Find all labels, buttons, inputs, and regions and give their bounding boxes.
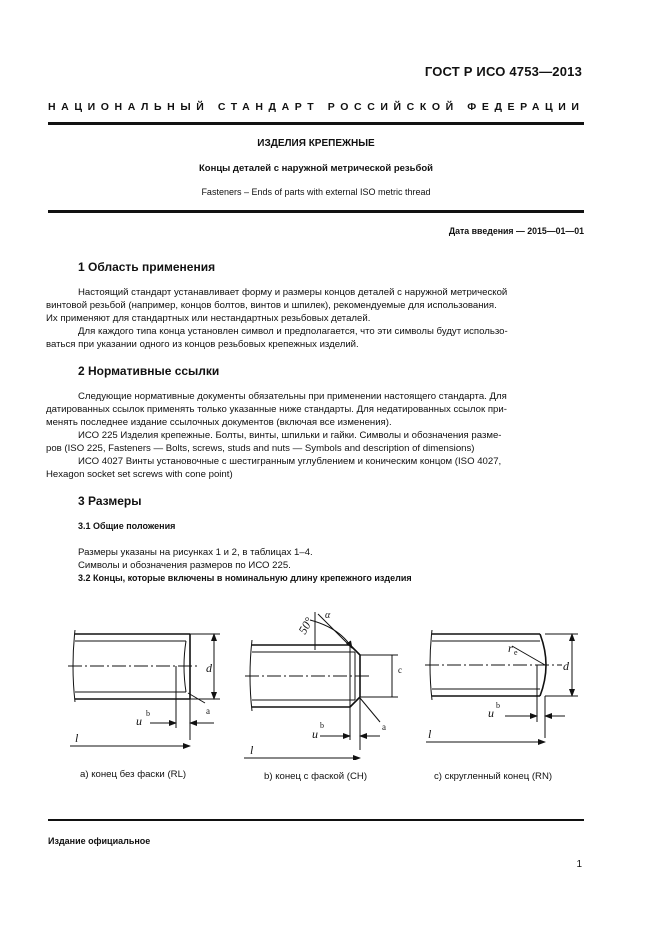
standard-english-title: Fasteners – Ends of parts with external ISO metric thread: [201, 187, 431, 197]
label-a-b: a: [382, 722, 386, 732]
text-line: ИСО 225 Изделия крепежные. Болты, винты, шпильки и гайки. Символы и обозначения разме-: [78, 430, 502, 441]
official-edition-note: Издание официальное: [48, 836, 151, 846]
text-line: винтовой резьбой (например, концов болтов, винтов и шпилек), рекомендуемые для использования.: [46, 300, 497, 311]
label-angle-b: 50°: [295, 614, 317, 637]
section-1-heading: 1 Область применения: [78, 260, 216, 274]
introduction-date: Дата введения — 2015—01—01: [448, 226, 584, 236]
text-line: Для каждого типа конца установлен символ и предполагается, что эти символы будут использо-: [78, 326, 508, 337]
text-line: менять последнее издание ссылочных документов (включая все изменения).: [46, 417, 392, 428]
label-d-c: d: [563, 659, 569, 673]
text-line: Следующие нормативные документы обязательны при применении настоящего стандарта. Для: [78, 391, 507, 402]
caption-figure-c: с) скругленный конец (RN): [434, 771, 553, 782]
label-l-c: l: [428, 727, 432, 741]
document-id: ГОСТ Р ИСО 4753—2013: [424, 64, 582, 79]
label-u-a: u: [136, 714, 142, 728]
text-line: Hexagon socket set screws with cone point): [46, 469, 233, 480]
label-u-c: u: [488, 706, 494, 720]
standard-title: ИЗДЕЛИЯ КРЕПЕЖНЫЕ: [257, 138, 375, 149]
label-d-a: d: [206, 661, 212, 675]
figure-b-drawing: [244, 612, 398, 758]
figure-c-drawing: [425, 630, 578, 742]
section-1-body: [46, 286, 584, 351]
thread-ends-figure: [0, 590, 662, 760]
text-line: ров (ISO 225, Fasteners — Bolts, screws, studs and nuts — Symbols and description of dimensions): [46, 443, 475, 454]
text-line: датированных ссылок применять только указанные ниже стандарты. Для недатированных ссылок при-: [46, 404, 507, 415]
label-r-c: r: [508, 641, 513, 655]
section-2-body: [46, 390, 584, 481]
title-divider: [48, 210, 584, 213]
label-b-a: b: [146, 709, 150, 718]
text-line: Символы и обозначения размеров по ИСО 225.: [78, 560, 291, 571]
caption-figure-a: а) конец без фаски (RL): [80, 769, 187, 780]
section-2-heading: 2 Нормативные ссылки: [78, 364, 220, 378]
label-b-c: b: [496, 701, 500, 710]
label-alpha-b: α: [325, 610, 331, 621]
footer-divider: [48, 819, 584, 821]
national-standard-title: НАЦИОНАЛЬНЫЙ СТАНДАРТ РОССИЙСКОЙ ФЕДЕРАЦИИ: [48, 101, 585, 113]
section-3-1-body: [78, 546, 584, 572]
label-l-a: l: [75, 731, 79, 745]
page-number: 1: [576, 859, 582, 870]
label-u-b: u: [312, 727, 318, 741]
label-b-b: b: [320, 721, 324, 730]
label-e-c: e: [514, 648, 518, 657]
section-3-2-heading: 3.2 Концы, которые включены в номинальную длину крепежного изделия: [78, 573, 412, 583]
label-a-a: a: [206, 706, 210, 716]
text-line: Их применяют для стандартных или нестандартных резьбовых деталей.: [46, 313, 371, 324]
text-line: Настоящий стандарт устанавливает форму и размеры концов деталей с наружной метрической: [78, 287, 508, 298]
standard-subtitle: Концы деталей с наружной метрической резьбой: [198, 163, 434, 174]
label-c-b: c: [398, 665, 402, 675]
caption-figure-b: b) конец с фаской (CH): [264, 771, 368, 782]
text-line: ИСО 4027 Винты установочные с шестигранным углублением и коническим концом (ISO 4027,: [78, 456, 502, 467]
text-line: Размеры указаны на рисунках 1 и 2, в таблицах 1–4.: [78, 547, 313, 558]
label-l-b: l: [250, 743, 254, 757]
top-divider: [48, 122, 584, 125]
text-line: ваться при указании одного из концов резьбовых крепежных изделий.: [46, 339, 359, 350]
section-3-heading: 3 Размеры: [78, 494, 142, 508]
section-3-1-heading: 3.1 Общие положения: [78, 521, 176, 531]
figure-a-drawing: [68, 630, 220, 746]
